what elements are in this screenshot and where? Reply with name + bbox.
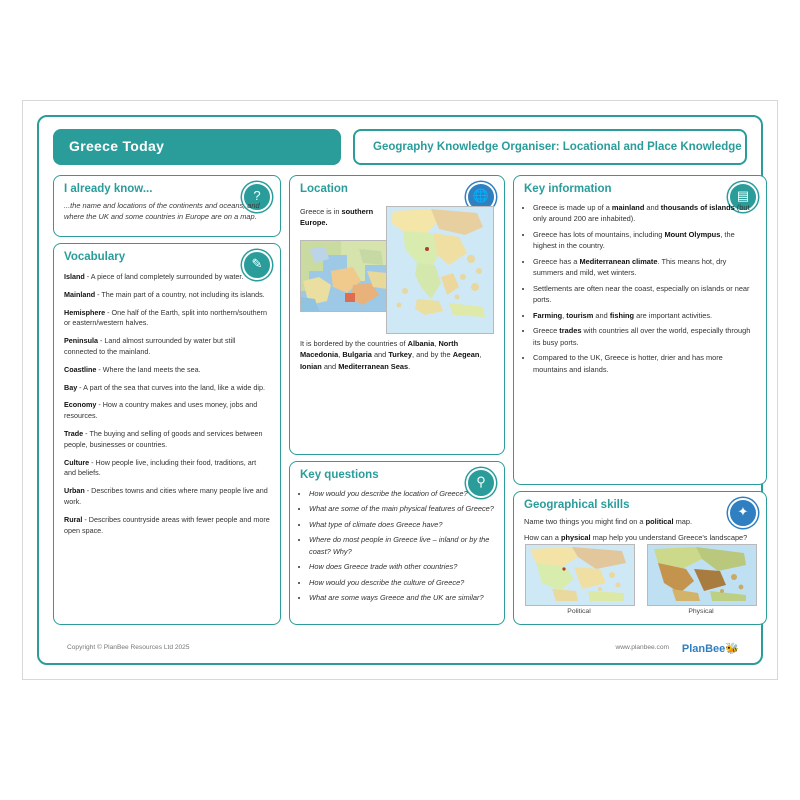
vocabulary-definition: - The main part of a country, not including its islands.: [95, 289, 265, 299]
vocabulary-item: [64, 515, 270, 537]
key-question-item: • How does Greece trade with other countries?: [309, 561, 494, 572]
compass-icon: ✦: [728, 498, 758, 528]
key-information-heading: Key information: [524, 183, 612, 195]
page-title: [53, 129, 341, 165]
page-title-text: Greece Today: [69, 138, 165, 154]
subject-banner: [353, 129, 747, 165]
key-question-item: • How would you describe the culture of Greece?: [309, 577, 494, 588]
vocabulary-definition: - A part of the sea that curves into the land, like a wide dip.: [77, 382, 265, 392]
vocabulary-item: [64, 400, 270, 422]
skills-question-1: Name two things you might find on a political map.: [524, 517, 693, 526]
vocabulary-definition: - How people live, including their food, traditions, art and beliefs.: [64, 457, 257, 478]
vocabulary-definition: - How a country makes and uses money, jobs and resources.: [64, 400, 258, 421]
knowledge-organiser-sheet: [37, 115, 763, 665]
subject-banner-text: Geography Knowledge Organiser: Locational and Place Knowledge: [373, 141, 742, 153]
key-information-item: • Compared to the UK, Greece is hotter, drier and has more mountains and islands.: [533, 352, 756, 375]
vocabulary-term: Bay: [64, 382, 78, 392]
key-question-item: • What type of climate does Greece have?: [309, 519, 494, 530]
vocabulary-term: Economy: [64, 400, 97, 410]
worksheet-page: [22, 100, 778, 680]
vocabulary-item: [64, 458, 270, 480]
website-url[interactable]: www.planbee.com: [615, 644, 669, 651]
political-map-item: [525, 544, 633, 618]
political-map-caption: Political: [567, 608, 591, 615]
key-questions-body: [300, 488, 494, 618]
europe-map: [300, 240, 388, 312]
vocabulary-term: Culture: [64, 457, 90, 467]
question-mark-icon: ?: [242, 182, 272, 212]
header: [53, 129, 747, 165]
vocabulary-definition: - Where the land meets the sea.: [96, 364, 201, 374]
card-key-information: [513, 175, 767, 485]
key-information-item: • Farming, tourism and fishing are important activities.: [533, 310, 756, 321]
vocabulary-term: Peninsula: [64, 336, 98, 346]
card-vocabulary: [53, 243, 281, 625]
key-information-item: • Settlements are often near the coast, especially on islands or near ports.: [533, 283, 756, 306]
magnifying-glass-icon: ⚲: [466, 468, 496, 498]
vocabulary-item: [64, 429, 270, 451]
vocabulary-definition: - A piece of land completely surrounded by water.: [84, 272, 244, 281]
vocabulary-list: [64, 272, 270, 618]
vocabulary-term: Urban: [64, 486, 85, 496]
vocabulary-definition: - Land almost surrounded by water but still connected to the mainland.: [64, 336, 236, 356]
location-heading: Location: [300, 183, 348, 195]
vocabulary-term: Hemisphere: [64, 307, 106, 317]
skills-map-pair: [524, 544, 756, 618]
vocabulary-term: Rural: [64, 514, 83, 524]
vocabulary-item: [64, 272, 270, 283]
vocabulary-item: [64, 308, 270, 330]
vocabulary-item: [64, 486, 270, 508]
key-information-list: [524, 202, 756, 375]
vocabulary-definition: - The buying and selling of goods and services between people, businesses or countries.: [64, 428, 263, 449]
key-question-item: • What are some of the main physical features of Greece?: [309, 503, 494, 514]
vocabulary-item: [64, 365, 270, 376]
copyright-text: Copyright © PlanBee Resources Ltd 2025: [67, 644, 190, 651]
location-intro-prefix: Greece is in: [300, 207, 342, 216]
vocabulary-definition: - Describes towns and cities where many people live and work.: [64, 486, 268, 506]
location-intro: [300, 206, 386, 228]
card-geographical-skills: [513, 491, 767, 625]
skills-question-2: How can a physical map help you understand Greece's landscape?: [524, 533, 748, 543]
vocabulary-item: [64, 383, 270, 394]
bee-icon: 🐝: [725, 643, 739, 655]
vocabulary-term: Coastline: [64, 364, 97, 374]
physical-map-item: [647, 544, 755, 618]
political-map-image: [525, 544, 635, 606]
vocabulary-definition: - Describes countryside areas with fewer people and more open space.: [64, 514, 270, 535]
globe-icon: 🌐: [466, 182, 496, 212]
key-information-item: • Greece trades with countries all over the world, especially through its busy ports.: [533, 325, 756, 348]
card-location: [289, 175, 505, 455]
vocabulary-term: Island: [64, 272, 85, 281]
vocabulary-term: Trade: [64, 428, 84, 438]
location-intro-bold: southern Europe.: [300, 207, 374, 228]
vocabulary-item: [64, 336, 270, 358]
vocabulary-item: [64, 290, 270, 301]
key-information-body: [524, 202, 756, 478]
physical-map-image: [647, 544, 757, 606]
physical-map-caption: Physical: [688, 608, 714, 615]
already-know-heading: I already know...: [64, 183, 153, 195]
greece-map: [386, 206, 494, 334]
card-already-know: [53, 175, 281, 237]
key-information-item: • Greece is made up of a mainland and thousands of islands (but only around 200 are inhabited).: [533, 202, 756, 225]
notebook-icon: ▤: [728, 182, 758, 212]
key-information-item: • Greece has lots of mountains, including Mount Olympus, the highest in the country.: [533, 229, 756, 252]
key-information-item: • Greece has a Mediterranean climate. This means hot, dry summers and mild, wet winters.: [533, 256, 756, 279]
vocabulary-definition: - One half of the Earth, split into northern/southern or eastern/western halves.: [64, 307, 267, 328]
geographical-skills-heading: Geographical skills: [524, 499, 630, 511]
key-question-item: • What are some ways Greece and the UK are similar?: [309, 592, 494, 603]
key-question-item: • Where do most people in Greece live – inland or by the coast? Why?: [309, 534, 494, 557]
already-know-text: ...the name and locations of the continents and oceans, and where the UK and some countries in Europe are on a map.: [64, 201, 260, 222]
key-questions-list: [300, 488, 494, 604]
pen-icon: ✎: [242, 250, 272, 280]
planbee-logo-text: PlanBee: [681, 643, 726, 655]
key-question-item: • How would you describe the location of Greece?: [309, 488, 494, 499]
key-questions-heading: Key questions: [300, 469, 379, 481]
card-key-questions: [289, 461, 505, 625]
vocabulary-heading: Vocabulary: [64, 251, 126, 263]
already-know-body: [64, 200, 270, 230]
vocabulary-term: Mainland: [64, 289, 96, 299]
location-description: It is bordered by the countries of Albania, North Macedonia, Bulgaria and Turkey, and by the Aegean, Ionian and Mediterranean Seas.: [300, 339, 482, 371]
planbee-logo: [682, 642, 739, 655]
